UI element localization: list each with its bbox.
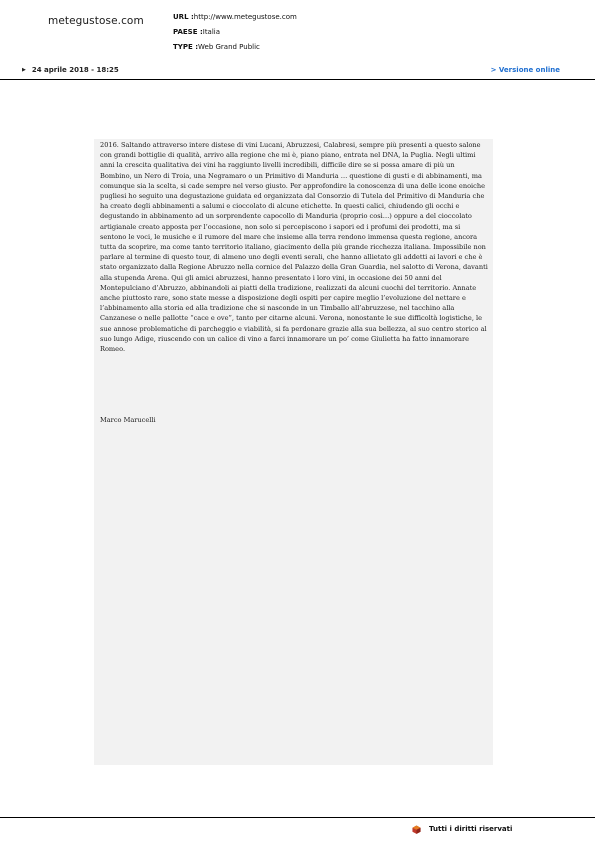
rights-reserved: Tutti i diritti riservati [429, 825, 513, 833]
url-label: URL : [173, 13, 194, 21]
triangle-right-icon: ▶ [22, 67, 26, 73]
publication-date-row [22, 66, 119, 74]
article-box [94, 139, 493, 765]
online-version-link[interactable]: > Versione online [490, 66, 560, 74]
url-value[interactable]: http://www.metegustose.com [193, 13, 297, 21]
meta-info [173, 10, 297, 55]
type-value: Web Grand Public [198, 43, 260, 51]
header-divider [0, 79, 595, 80]
meta-country-row [173, 25, 297, 40]
country-label: PAESE : [173, 28, 203, 36]
footer-divider [0, 817, 595, 818]
article-body: 2016. Saltando attraverso intere distese di vini Lucani, Abruzzesi, Calabresi, sempre più presenti a questo salone con grandi bottiglie di qualità, arrivo alla regione che mi è, piano piano, entrata nel DNA, la Puglia. Negli ultimi anni la crescita qualitativa dei vini ha raggiunto livelli incredibili, difficile dire se si possa amare di più un Bombino, un Nero di Troia, una Negramaro o un Primitivo di Manduria … questione di gusti e di abbinamenti, ma comunque sia la scelta, si cade sempre nel verso giusto. Per approfondire la conoscenza di una delle icone enoiche pugliesi ho seguito una degustazione guidata ed organizzata dal Consorzio di Tutela del Primitivo di Manduria che ha creato degli abbinamenti a salumi e cioccolato di alcune etichette. In questi calici, chiudendo gli occhi e degustando in abbinamento ad un sorprendente capocollo di Manduria (proprio così…) oppure a del cioccolato artigianale creato apposta per l’occasione, non solo si percepiscono i sapori ed i profumi dei prodotti, ma si sentono le voci, le musiche e il rumore del mare che insieme alla terra rendono immensa questa regione, ancora tutta da scoprire, ma come tanto territorio italiano, giacimento della più grande ricchezza italiana. Impossibile non parlare al termine di questo tour, di almeno uno degli eventi serali, che hanno allietato gli addetti ai lavori e che è stato organizzato dalla Regione Abruzzo nella cornice del Palazzo della Gran Guardia, nel salotto di Verona, davanti alla stupenda Arena. Qui gli amici abruzzesi, hanno presentato i loro vini, in occasione dei 50 anni del Montepulciano d’Abruzzo, abbinandoli ai piatti della tradizione, realizzati da alcuni cuochi del territorio. Annate anche piuttosto rare, sono state messe a disposizione degli ospiti per capire meglio l’evoluzione del nettare e l’abbinamento alla storia ed alla tradizione che si nasconde in un Timballo all’abruzzese, nel tacchino alla Canzanese o nelle pallotte “cace e ove”, tanto per citarne alcuni. Verona, nonostante le sue difficoltà logistiche, le sue annose problematiche di parcheggio e viabilità, si fa perdonare grazie alla sua bellezza, al suo centro storico al suo lungo Adige, riuscendo con un calice di vino a farci innamorare un po’ come Giulietta ha fatto innamorare Romeo. [100, 141, 488, 354]
logo-icon [412, 825, 421, 834]
meta-url-row [173, 10, 297, 25]
site-name: metegustose.com [48, 15, 144, 27]
type-label: TYPE : [173, 43, 198, 51]
meta-type-row [173, 40, 297, 55]
publication-date: 24 aprile 2018 - 18:25 [31, 66, 119, 74]
article-author: Marco Marucelli [100, 416, 156, 424]
country-value: Italia [202, 28, 221, 36]
